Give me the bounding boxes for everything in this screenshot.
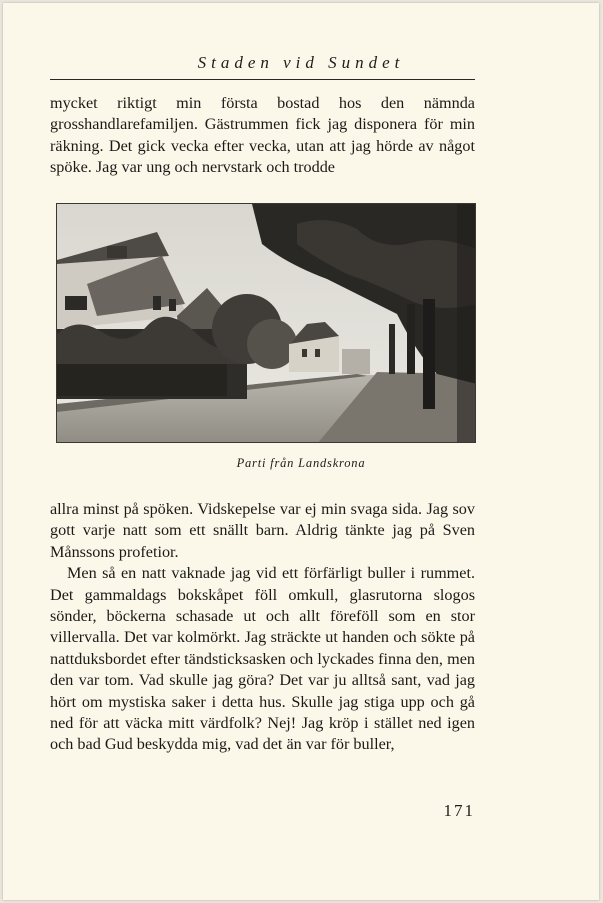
street-photograph — [56, 203, 476, 443]
paragraph: Men så en natt vaknade jag vid ett förfärligt buller i rummet. Det gammaldags bokskåpet föll omkull, glasrutorna slogos sönder, böckerna schasade ut och allt föreföll som en stor villervalla. Det var kolmörkt. Jag sträckte ut handen och sökte på nattduksbordet efter tändsticksasken och lyckades finna den, men den var tom. Vad skulle jag göra? Det var ju alltså sant, vad jag hört om mystiska saker i detta hus. Skulle jag stiga upp och gå ned för att väcka mitt värdfolk? Nej! Jag kröp i stället ned igen och bad Gud beskydda mig, vad det än var för buller, — [50, 564, 475, 754]
running-head: Staden vid Sundet — [197, 53, 405, 72]
header-rule — [50, 79, 475, 80]
text-block-top — [50, 93, 475, 179]
photo-caption: Parti från Landskrona — [236, 456, 366, 470]
text-block-bottom — [50, 499, 475, 756]
paragraph: allra minst på spöken. Vidskepelse var ej min svaga sida. Jag sov gott varje natt som ett snällt barn. Aldrig tänkte jag på Sven Månssons profetior. — [50, 500, 475, 561]
page-number: 171 — [443, 801, 475, 820]
book-page — [3, 3, 599, 900]
paragraph: mycket riktigt min första bostad hos den nämnda grosshandlarefamiljen. Gästrummen fick jag disponera för min räkning. Det gick vecka efter vecka, utan att jag hörde av något spöke. Jag var ung och nervstark och trodde — [50, 94, 475, 177]
